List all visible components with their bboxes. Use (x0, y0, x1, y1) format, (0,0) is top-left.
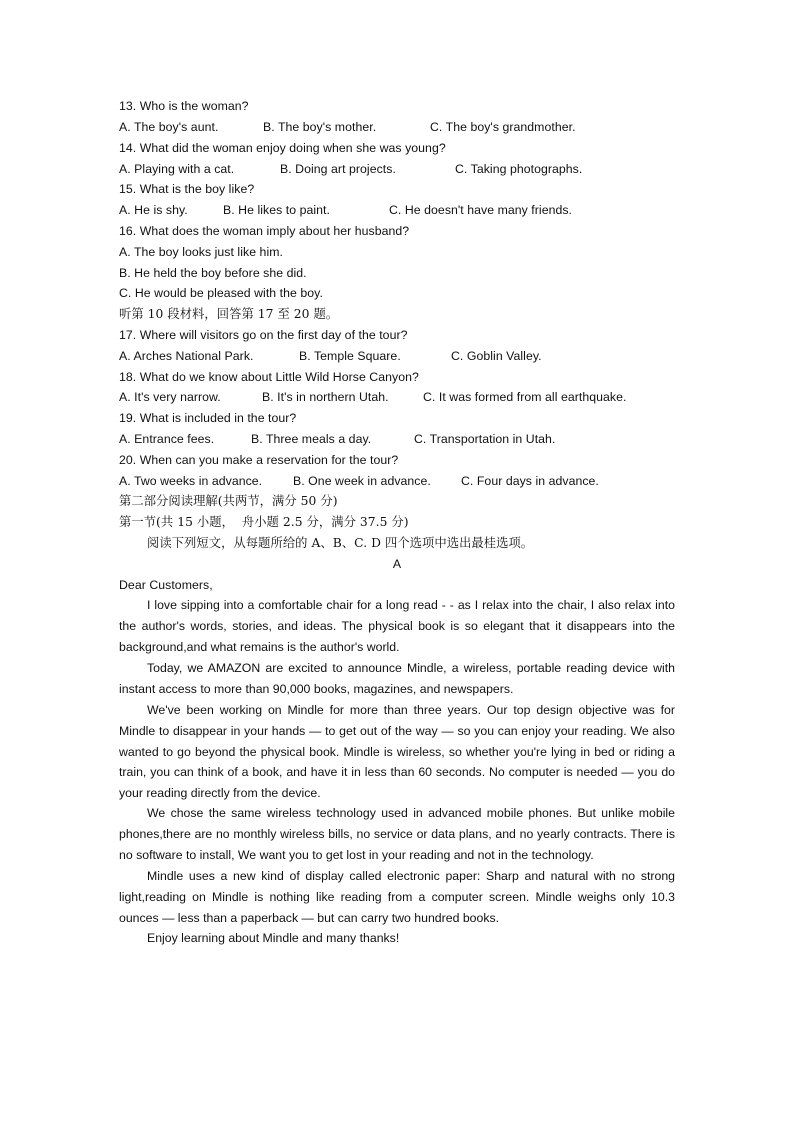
question-16: 16. What does the woman imply about her husband? (119, 224, 410, 238)
option-16-a: A. The boy looks just like him. (119, 245, 283, 259)
options-20 (119, 471, 679, 491)
question-17: 17. Where will visitors go on the first day of the tour? (119, 328, 408, 342)
salutation: Dear Customers, (119, 578, 213, 592)
part-2-title: 第二部分阅读理解(共两节，满分 50 分) (119, 494, 338, 508)
question-20: 20. When can you make a reservation for the tour? (119, 453, 399, 467)
option-b: B. The boy's mother. (263, 120, 377, 134)
paragraph-6: Enjoy learning about Mindle and many thanks! (147, 931, 400, 945)
question-19: 19. What is included in the tour? (119, 411, 297, 425)
option-b: B. He likes to paint. (223, 203, 330, 217)
option-b: B. One week in advance. (293, 474, 431, 488)
option-c: C. He doesn't have many friends. (389, 203, 573, 217)
paragraph-5: Mindle uses a new kind of display called electronic paper: Sharp and natural with no strong light,reading on Mindle is nothing like reading from a computer screen. Mindle weighs only 10.3 ounces — less than a paperback — but can carry two hundred books. (119, 869, 675, 925)
option-b: B. Temple Square. (299, 349, 401, 363)
options-14 (119, 159, 679, 179)
option-a: A. It's very narrow. (119, 390, 221, 404)
options-15 (119, 200, 679, 220)
paragraph-4: We chose the same wireless technology used in advanced mobile phones. But unlike mobile phones,there are no monthly wireless bills, no service or data plans, and no yearly contracts. There is no software to install, We want you to get lost in your reading and not in the technology. (119, 806, 675, 862)
question-18: 18. What do we know about Little Wild Horse Canyon? (119, 370, 419, 384)
option-b: B. Doing art projects. (280, 162, 396, 176)
option-16-c: C. He would be pleased with the boy. (119, 286, 323, 300)
paragraph-1: I love sipping into a comfortable chair for a long read - - as I relax into the chair, I also relax into the author's words, stories, and ideas. The physical book is so elegant that it disappears into the background,and what remains is the author's world. (119, 598, 675, 654)
options-19 (119, 429, 679, 449)
question-13: 13. Who is the woman? (119, 99, 249, 113)
question-15: 15. What is the boy like? (119, 182, 255, 196)
option-b: B. It's in northern Utah. (262, 390, 389, 404)
section-10-instruction: 听第 10 段材料，回答第 17 至 20 题。 (119, 307, 339, 321)
option-c: C. Goblin Valley. (451, 349, 542, 363)
option-a: A. The boy's aunt. (119, 120, 219, 134)
option-c: C. Transportation in Utah. (414, 432, 556, 446)
option-a: A. Entrance fees. (119, 432, 215, 446)
option-16-b: B. He held the boy before she did. (119, 266, 307, 280)
section-1-title: 第一节(共 15 小题， 舟小题 2.5 分，满分 37.5 分) (119, 515, 409, 529)
section-1-instruction: 阅读下列短文，从每题所给的 A、B、C. D 四个选项中选出最桂选项。 (147, 536, 534, 550)
option-c: C. Four days in advance. (461, 474, 599, 488)
option-a: A. Two weeks in advance. (119, 474, 263, 488)
option-a: A. He is shy. (119, 203, 188, 217)
question-14: 14. What did the woman enjoy doing when she was young? (119, 141, 446, 155)
options-13 (119, 117, 679, 137)
paragraph-3: We've been working on Mindle for more than three years. Our top design objective was for Mindle to disappear in your hands — to get out of the way — so you can enjoy your reading. We also wanted to go beyond the physical book. Mindle is wireless, so whether you're lying in bed or riding a train, you can think of a book, and have it in less than 60 seconds. No computer is needed — you do your reading directly from the device. (119, 703, 675, 801)
option-c: C. The boy's grandmother. (430, 120, 576, 134)
option-a: A. Arches National Park. (119, 349, 254, 363)
paragraph-2: Today, we AMAZON are excited to announce Mindle, a wireless, portable reading device with instant access to more than 90,000 books, magazines, and newspapers. (119, 661, 675, 696)
options-17 (119, 346, 679, 366)
option-c: C. Taking photographs. (455, 162, 583, 176)
option-a: A. Playing with a cat. (119, 162, 235, 176)
option-b: B. Three meals a day. (251, 432, 372, 446)
options-18 (119, 387, 679, 407)
passage-label: A (392, 557, 402, 571)
option-c: C. It was formed from all earthquake. (423, 390, 627, 404)
